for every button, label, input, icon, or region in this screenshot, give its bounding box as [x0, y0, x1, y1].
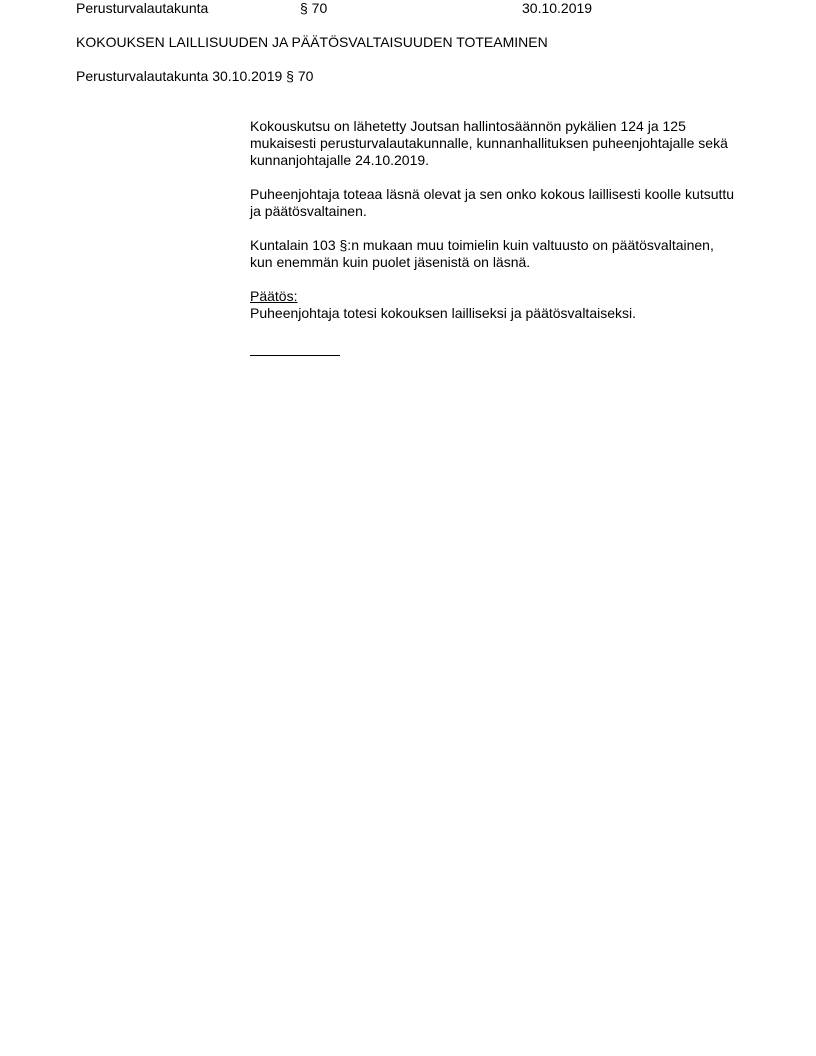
- header-organization: Perusturvalautakunta: [76, 0, 209, 16]
- decision-block: [250, 288, 740, 322]
- meeting-reference: Perusturvalautakunta 30.10.2019 § 70: [76, 68, 314, 84]
- document-body: [250, 118, 740, 322]
- paragraph-chair-statement: Puheenjohtaja toteaa läsnä olevat ja sen onko kokous laillisesti koolle kutsuttu ja päätösvaltainen.: [250, 186, 735, 219]
- document-title: KOKOUKSEN LAILLISUUDEN JA PÄÄTÖSVALTAISUUDEN TOTEAMINEN: [76, 34, 548, 50]
- paragraph-legal-basis: Kuntalain 103 §:n mukaan muu toimielin kuin valtuusto on päätösvaltainen, kun enemmän kuin puolet jäsenistä on läsnä.: [250, 237, 714, 270]
- header-section: § 70: [300, 0, 328, 16]
- header-date: 30.10.2019: [522, 0, 593, 16]
- paragraph-invitation: Kokouskutsu on lähetetty Joutsan hallintosäännön pykälien 124 ja 125 mukaisesti perusturvalautakunnalle, kunnanhallituksen puheenjohtajalle sekä kunnanjohtajalle 24.10.2019.: [250, 118, 728, 168]
- decision-text: Puheenjohtaja totesi kokouksen lailliseksi ja päätösvaltaiseksi.: [250, 305, 636, 321]
- decision-label: Päätös:: [250, 288, 298, 304]
- page-header: [0, 0, 816, 18]
- closing-rule: [250, 355, 340, 356]
